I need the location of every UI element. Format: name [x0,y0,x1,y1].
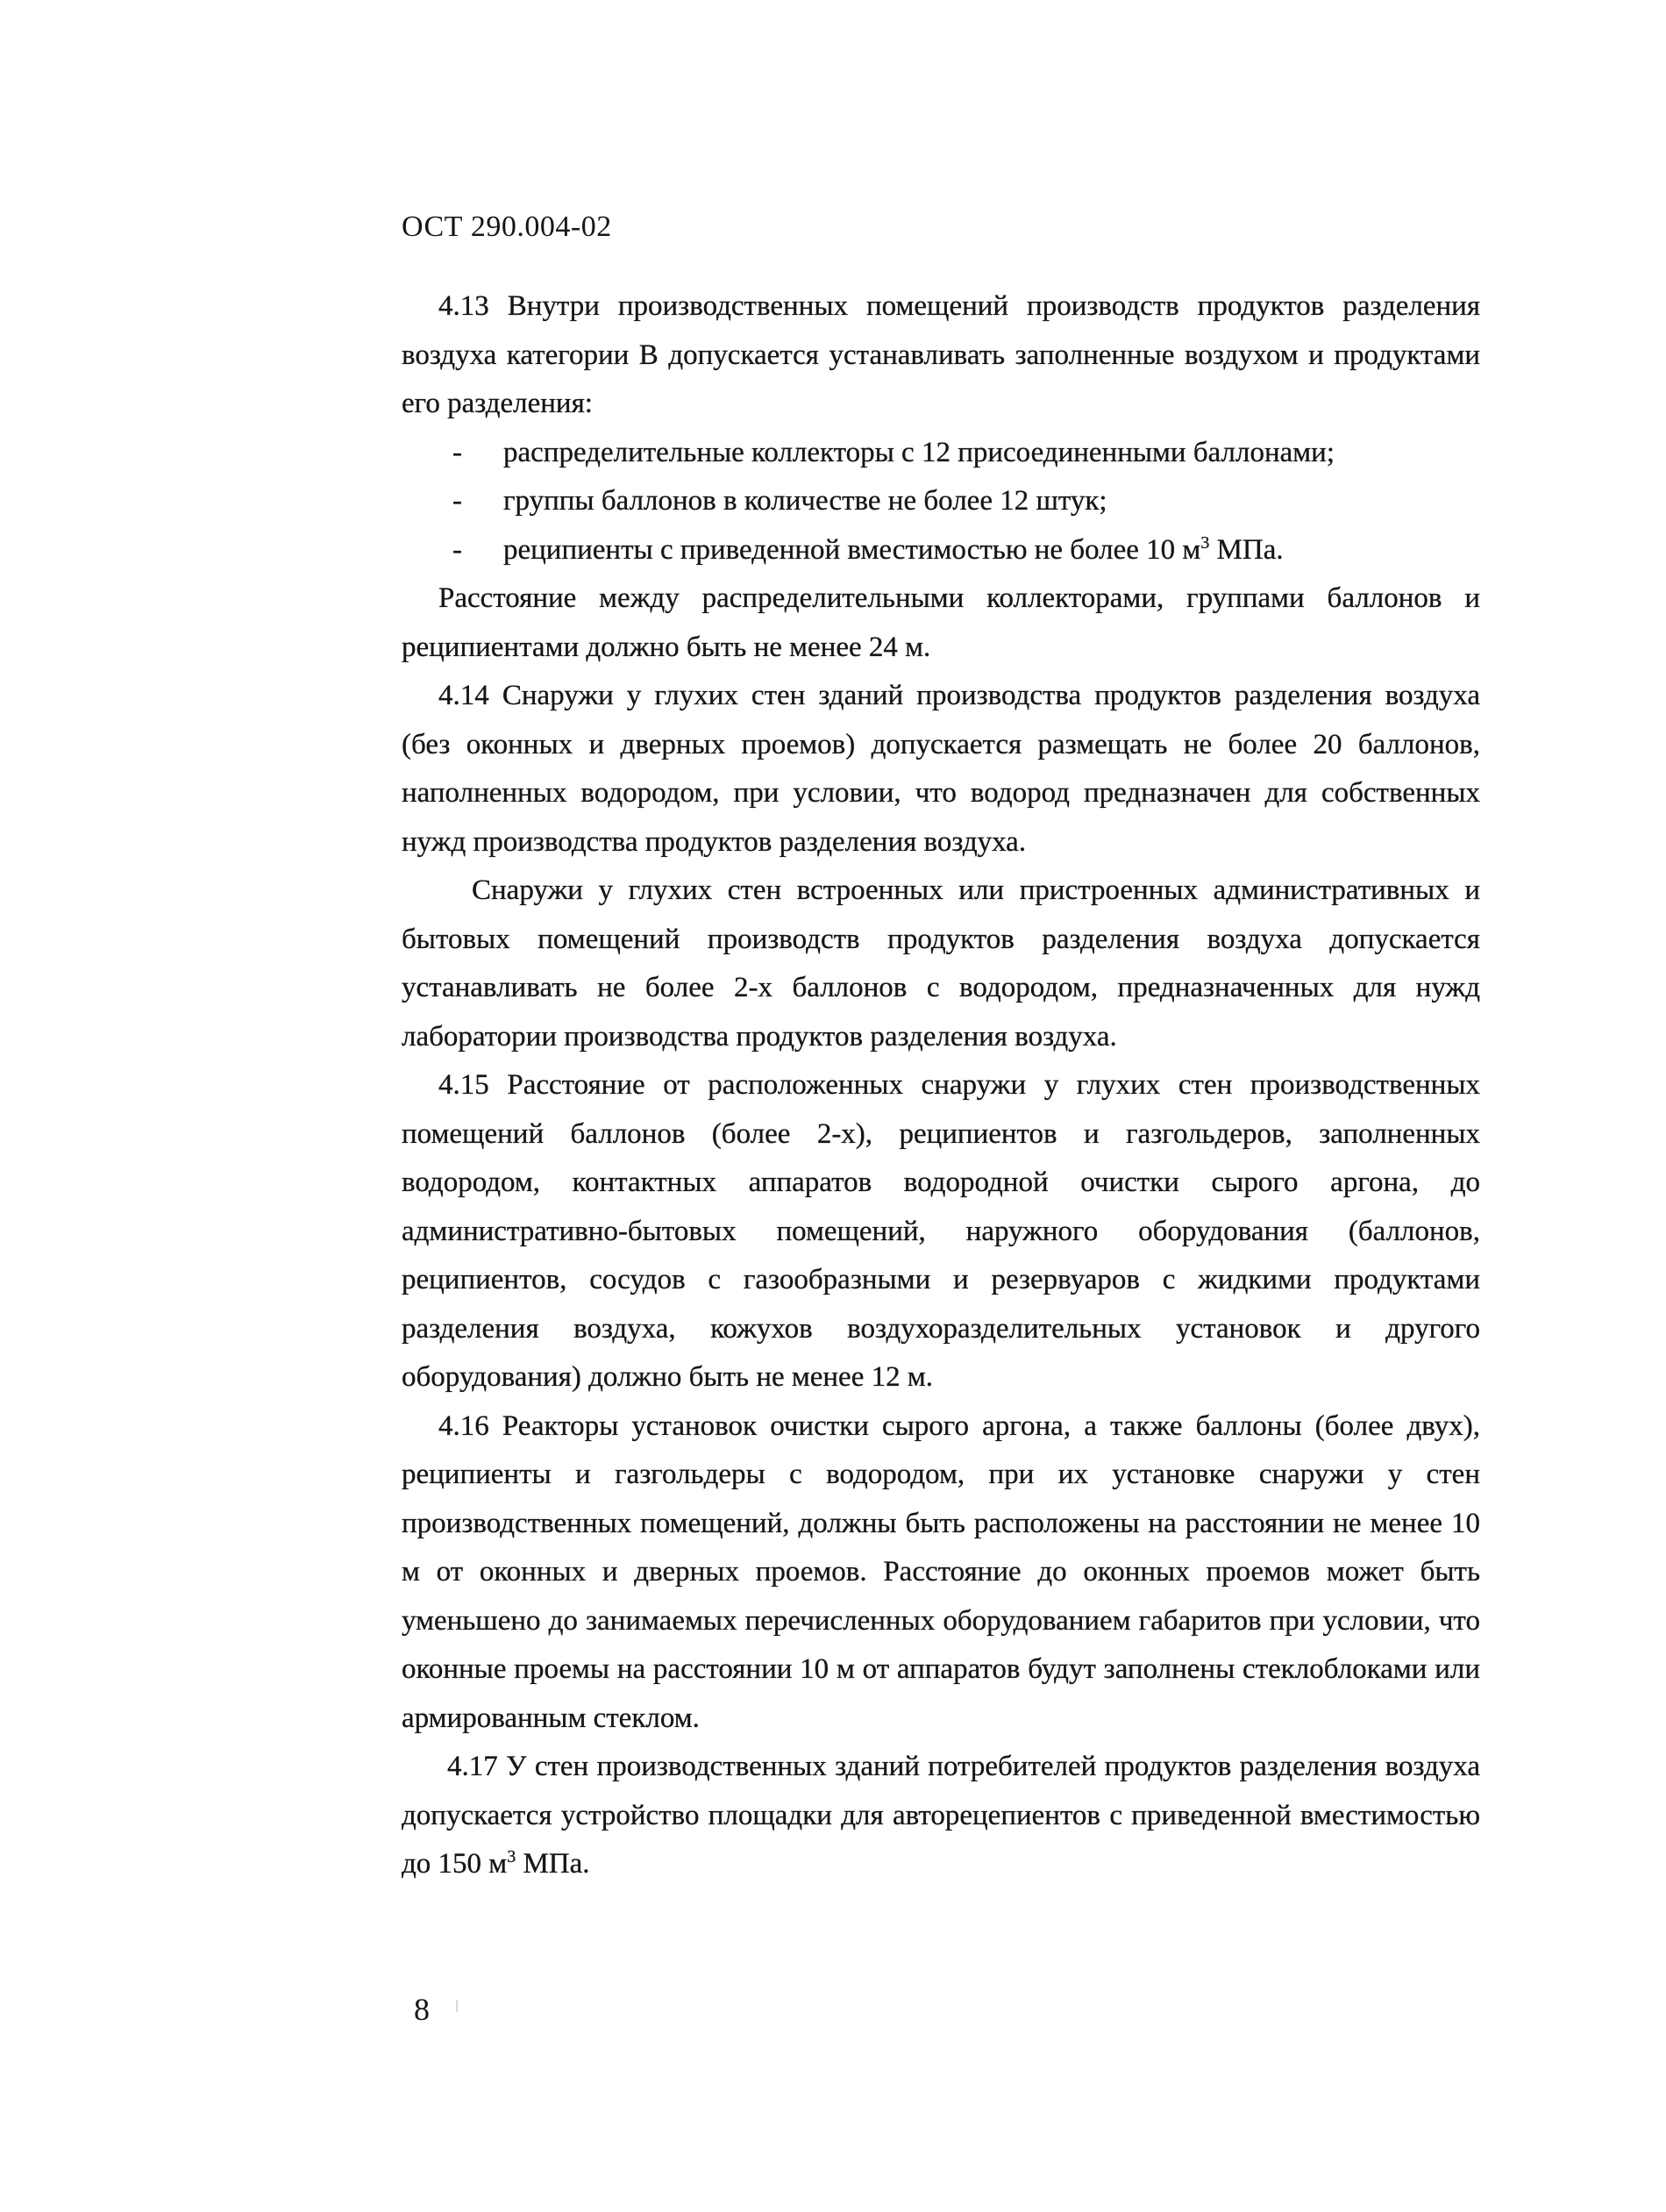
list-item-text: группы баллонов в количестве не более 12 штук; [503,485,1107,517]
list-item-text: распределительные коллекторы с 12 присоединенными баллонами; [503,436,1335,468]
list-item [452,477,1480,526]
paragraph-4-15: 4.15 Расстояние от расположенных снаружи у глухих стен производственных помещений баллонов (более 2-х), реципиентов и газгольдеров, заполненных водородом, контактных аппаратов водородной очистки сырого аргона, до административно-бытовых помещений, наружного оборудования (баллонов, реципиентов, сосудов с газообразными и резервуаров с жидкими продуктами разделения воздуха, кожухов воздухоразделительных установок и другого оборудования) должно быть не менее 12 м. [402,1069,1480,1393]
list-dash: - [452,533,462,566]
list-dash: - [452,485,462,517]
paragraph-4-17 [402,1743,1480,1889]
list-item [452,526,1480,575]
paragraph-4-14-outside: Снаружи у глухих стен встроенных или пристроенных административных и бытовых помещений производств продуктов разделения воздуха допускается устанавливать не более 2-х баллонов с водородом, предназначенных для нужд лаборатории производства продуктов разделения воздуха. [402,874,1480,1052]
document-body [402,282,1480,1889]
list-item [452,429,1480,478]
scan-artifact [456,2000,458,2012]
list-dash: - [452,436,462,468]
list-item-text-before: реципиенты с приведенной вместимостью не более 10 м [503,533,1201,566]
document-header: ОСТ 290.004-02 [402,210,612,243]
paragraph-4-13: 4.13 Внутри производственных помещений производств продуктов разделения воздуха категории В допускается устанавливать заполненные воздухом и продуктами его разделения: [402,290,1480,419]
paragraph-4-14: 4.14 Снаружи у глухих стен зданий производства продуктов разделения воздуха (без оконных и дверных проемов) допускается размещать не более 20 баллонов, наполненных водородом, при условии, что водород предназначен для собственных нужд производства продуктов разделения воздуха. [402,680,1480,858]
superscript: 3 [507,1847,516,1866]
paragraph-4-17-text: 4.17 У стен производственных зданий потребителей продуктов разделения воздуха допускается устройство площадки для авторецепиентов с приведенной вместимостью до 150 м [402,1751,1480,1880]
list-item-text-after: МПа. [1209,533,1284,566]
superscript: 3 [1200,532,1210,553]
paragraph-4-16: 4.16 Реакторы установок очистки сырого аргона, а также баллоны (более двух), реципиенты и газгольдеры с водородом, при их установке снаружи у стен производственных помещений, должны быть расположены на расстоянии не менее 10 м от оконных и дверных проемов. Расстояние до оконных проемов может быть уменьшено до занимаемых перечисленных оборудованием габаритов при условии, что оконные проемы на расстоянии 10 м от аппаратов будут заполнены стеклоблоками или армированным стеклом. [402,1409,1480,1734]
page-number: 8 [414,1992,430,2027]
paragraph-4-13-distance: Расстояние между распределительными коллекторами, группами баллонов и реципиентами должно быть не менее 24 м. [402,582,1480,663]
list-4-13 [402,429,1480,575]
paragraph-4-17-unit: МПа. [516,1848,590,1880]
